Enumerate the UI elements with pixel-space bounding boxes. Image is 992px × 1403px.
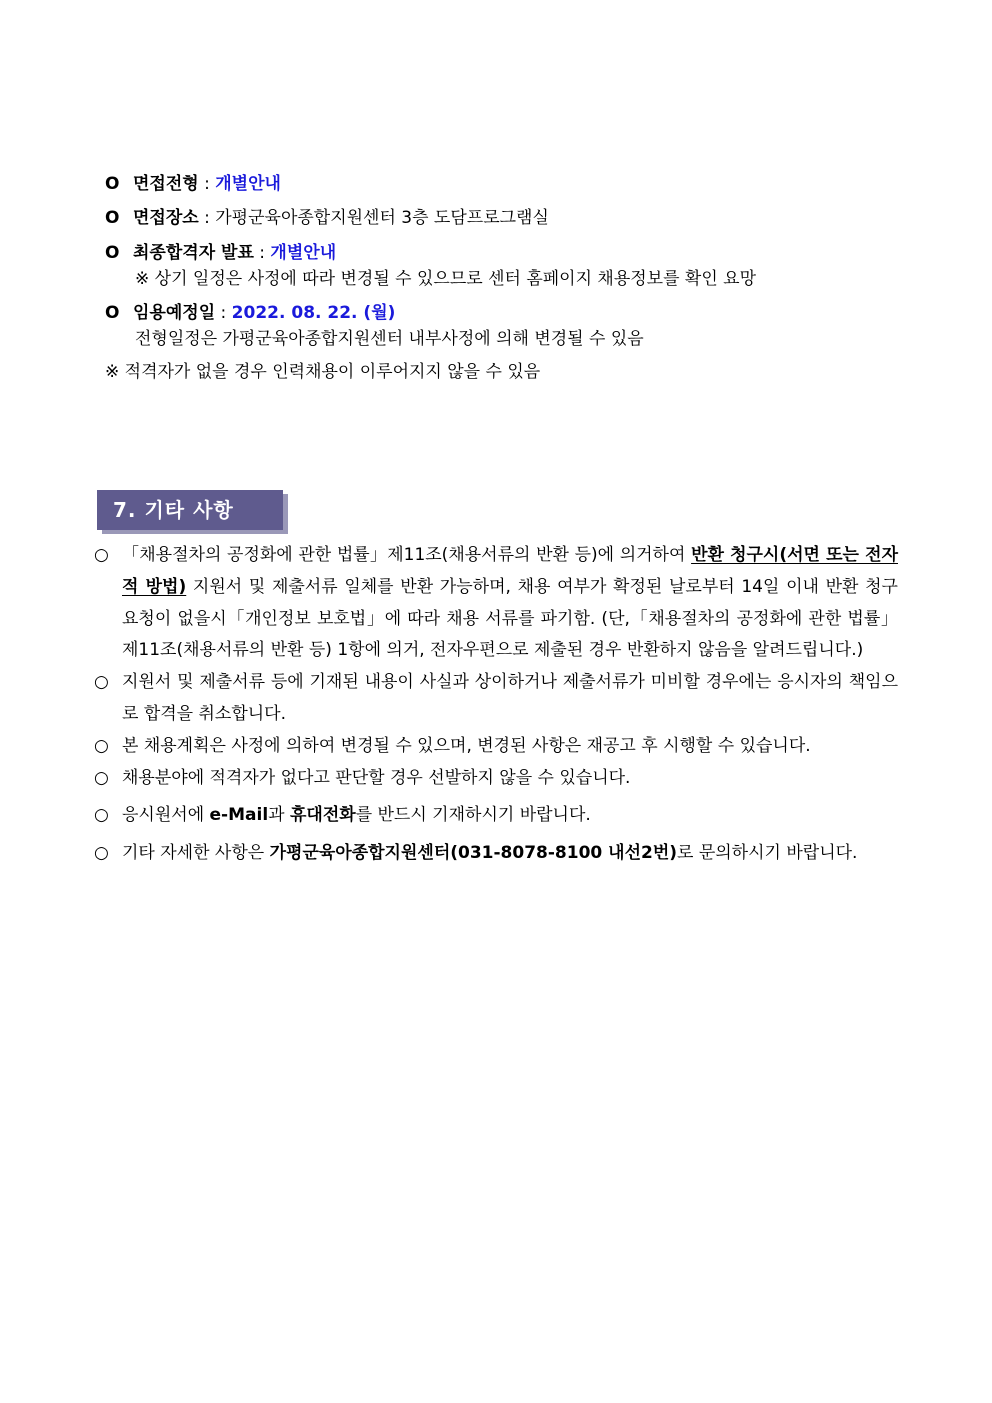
circle-bullet: ○ <box>94 767 109 788</box>
final-announce-value: 개별안내 <box>270 243 337 263</box>
email-emphasis: e-Mail <box>209 805 269 826</box>
phone-emphasis: 휴대전화 <box>289 805 356 826</box>
separator: : <box>220 303 227 323</box>
section-title: 7. 기타 사항 <box>97 490 283 530</box>
list-item: ○ 응시원서에 e-Mail과 휴대전화를 반드시 기재하시기 바랍니다. <box>94 800 898 832</box>
list-item: ○ 기타 자세한 사항은 가평군육아종합지원센터(031-8078-8100 내선2번)로 문의하시기 바랍니다. <box>94 838 898 870</box>
list-item: ○ 본 채용계획은 사정에 의하여 변경될 수 있으며, 변경된 사항은 재공고 후 시행할 수 있습니다. <box>94 731 898 763</box>
final-announce-label: 최종합격자 발표 <box>133 243 254 263</box>
list-item: ○ 지원서 및 제출서류 등에 기재된 내용이 사실과 상이하거나 제출서류가 미비할 경우에는 응시자의 책임으로 합격을 취소합니다. <box>94 667 898 731</box>
bullet: O <box>105 303 120 323</box>
final-announce-note: ※ 상기 일정은 사정에 따라 변경될 수 있으므로 센터 홈페이지 채용정보를 확인 요망 <box>135 269 757 289</box>
circle-bullet: ○ <box>94 735 109 756</box>
bullet: O <box>105 208 120 228</box>
final-announce-row <box>105 241 336 265</box>
bullet: O <box>105 243 120 263</box>
circle-bullet: ○ <box>94 805 109 826</box>
list-item: ○ 「채용절차의 공정화에 관한 법률」제11조(채용서류의 반환 등)에 의거하여 반환 청구시(서면 또는 전자적 방법) 지원서 및 제출서류 일체를 반환 가능하며, 채용 여부가 확정된 날로부터 14일 이내 반환 청구 요청이 없을시「개인정보 보호법」에 따라 채용 서류를 파기함. (단,「채용절차의 공정화에 관한 법률」제11조(채용서류의 반환 등) 1항에 의거, 전자우편으로 제출된 경우 반환하지 않음을 알려드립니다.) <box>94 540 898 667</box>
interview-method-label: 면접전형 <box>133 174 199 194</box>
contact-emphasis: 가평군육아종합지원센터(031-8078-8100 내선2번) <box>269 843 678 864</box>
interview-place-row <box>105 206 549 230</box>
circle-bullet: ○ <box>94 672 109 693</box>
circle-bullet: ○ <box>94 545 109 565</box>
interview-method-row <box>105 172 281 196</box>
appointment-value: 2022. 08. 22. (월) <box>231 303 396 323</box>
appointment-note: 전형일정은 가평군육아종합지원센터 내부사정에 의해 변경될 수 있음 <box>135 329 644 349</box>
interview-method-value: 개별안내 <box>215 174 281 194</box>
bullet: O <box>105 174 120 194</box>
circle-bullet: ○ <box>94 843 109 864</box>
separator: : <box>204 208 210 228</box>
appointment-row <box>105 301 395 325</box>
interview-place-value: 가평군육아종합지원센터 3층 도담프로그램실 <box>215 208 549 228</box>
schedule-footnote: ※ 적격자가 없을 경우 인력채용이 이루어지지 않을 수 있음 <box>105 362 541 382</box>
separator: : <box>204 174 210 194</box>
notice-list <box>94 540 898 870</box>
list-item: ○ 채용분야에 적격자가 없다고 판단할 경우 선발하지 않을 수 있습니다. <box>94 763 898 795</box>
separator: : <box>259 243 266 263</box>
interview-place-label: 면접장소 <box>133 208 199 228</box>
return-request-emphasis: 반환 청구시(서면 또는 전자적 방법) <box>122 545 898 597</box>
appointment-label: 임용예정일 <box>133 303 216 323</box>
